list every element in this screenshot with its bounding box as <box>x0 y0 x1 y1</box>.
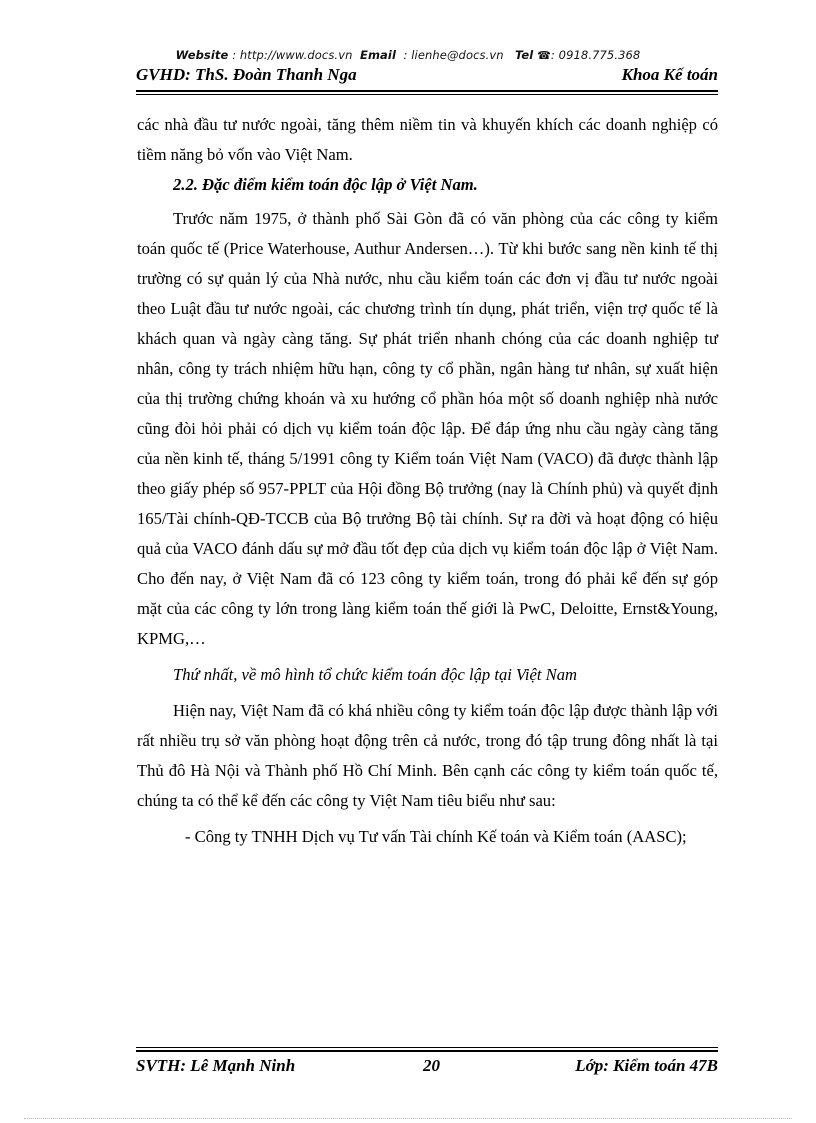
page-footer <box>136 1047 718 1077</box>
section-title: 2.2. Đặc điểm kiểm toán độc lập ở Việt Nam. <box>173 175 478 194</box>
header-supervisor: GVHD: ThS. Đoàn Thanh Nga <box>136 65 357 84</box>
paragraph-1: các nhà đầu tư nước ngoài, tăng thêm niềm tin và khuyến khích các doanh nghiệp có tiềm năng bỏ vốn vào Việt Nam. <box>137 115 718 164</box>
email-address: : lienhe@docs.vn <box>403 48 504 62</box>
header-rule-thick <box>136 90 718 92</box>
phone-icon: ☎ <box>537 49 551 62</box>
paragraph-3: Hiện nay, Việt Nam đã có khá nhiều công ty kiểm toán độc lập được thành lập với rất nhiều trụ sở văn phòng hoạt động trên cả nước, trong đó tập trung đông nhất là tại Thủ đô Hà Nội và Thành phố Hồ Chí Minh. Bên cạnh các công ty kiểm toán quốc tế, chúng ta có thể kể đến các công ty Việt Nam tiêu biểu như sau: <box>137 701 718 810</box>
tel-number: : 0918.775.368 <box>550 48 641 62</box>
header-rule-thin <box>136 94 718 95</box>
list-item: - Công ty TNHH Dịch vụ Tư vấn Tài chính Kế toán và Kiểm toán (AASC); <box>185 827 687 846</box>
paragraph-2: Trước năm 1975, ở thành phố Sài Gòn đã có văn phòng của các công ty kiểm toán quốc tế (Price Waterhouse, Authur Andersen…). Từ khi bước sang nền kinh tế thị trường có sự quản lý của Nhà nước, nhu cầu kiểm toán các đơn vị đầu tư nước ngoài theo Luật đầu tư nước ngoài, các chương trình tín dụng, phát triển, viện trợ quốc tế là khách quan và ngày càng tăng. Sự phát triển nhanh chóng của các doanh nghiệp tư nhân, công ty trách nhiệm hữu hạn, công ty cổ phần, ngân hàng tư nhân, sự xuất hiện của thị trường chứng khoán và xu hướng cổ phần hóa một số doanh nghiệp nhà nước cũng đòi hỏi phải có dịch vụ kiểm toán độc lập. Để đáp ứng nhu cầu ngày càng tăng của nền kinh tế, tháng 5/1991 công ty Kiểm toán Việt Nam (VACO) đã được thành lập theo giấy phép số 957-PPLT của Hội đồng Bộ trưởng (nay là Chính phủ) và quyết định 165/Tài chính-QĐ-TCCB của Bộ trưởng Bộ tài chính. Sự ra đời và hoạt động có hiệu quả của VACO đánh dấu sự mở đầu tốt đẹp của dịch vụ kiểm toán độc lập ở Việt Nam. Cho đến nay, ở Việt Nam đã có 123 công ty kiểm toán, trong đó phải kể đến sự góp mặt của các công ty lớn trong làng kiểm toán thế giới là PwC, Deloitte, Ernst&Young, KPMG,… <box>137 209 718 648</box>
tel-label: Tel <box>514 48 534 62</box>
footer-class: Lớp: Kiểm toán 47B <box>575 1056 718 1075</box>
page-header <box>136 64 718 90</box>
header-faculty: Khoa Kế toán <box>621 65 718 84</box>
website-url: : http://www.docs.vn <box>232 48 353 62</box>
email-label: Email <box>360 48 396 62</box>
footer-rule-thin <box>136 1047 718 1048</box>
website-line <box>0 48 816 62</box>
footer-student: SVTH: Lê Mạnh Ninh <box>136 1056 296 1075</box>
page-number: 20 <box>423 1056 440 1075</box>
footer-rule-thick <box>136 1050 718 1052</box>
italic-heading: Thứ nhất, về mô hình tổ chức kiểm toán độc lập tại Việt Nam <box>173 665 577 684</box>
website-label: Website <box>175 48 229 62</box>
page-bottom-dotted-line <box>24 1118 792 1119</box>
document-body <box>137 110 718 852</box>
